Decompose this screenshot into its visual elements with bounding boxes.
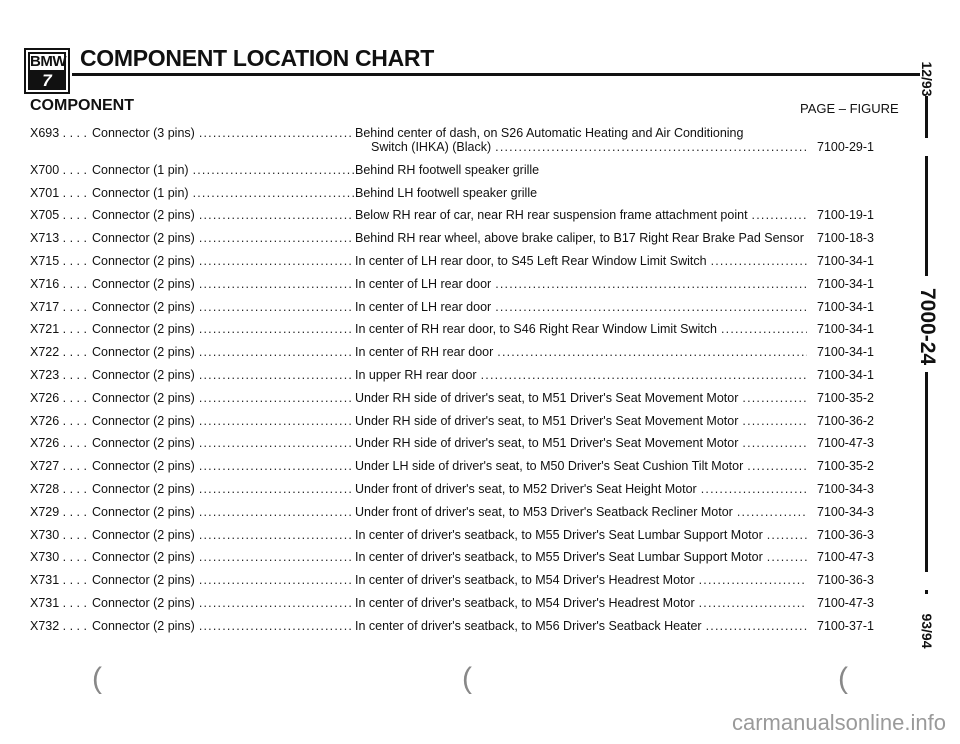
connector-description — [92, 300, 354, 314]
dot-leader — [195, 573, 354, 587]
connector-pins-text: Connector (2 pins) — [92, 322, 195, 337]
connector-description — [92, 573, 354, 587]
location-line — [355, 505, 807, 519]
connector-pins-text: Connector (2 pins) — [92, 276, 195, 291]
location-description — [355, 208, 807, 222]
component-id: X729 . . . . — [30, 504, 87, 519]
location-description — [355, 459, 807, 473]
connector-pins-text: Connector (2 pins) — [92, 231, 195, 246]
component-id: X693 . . . . — [30, 126, 87, 140]
table-row — [30, 300, 890, 323]
dot-leader — [697, 482, 807, 496]
table-row — [30, 254, 890, 277]
component-id: X700 . . . . — [30, 162, 87, 177]
dot-leader — [695, 596, 807, 610]
location-description — [355, 322, 807, 336]
location-text: In center of driver's seatback, to M55 Driver's Seat Lumbar Support Motor — [355, 527, 763, 542]
component-id: X732 . . . . — [30, 618, 87, 633]
dot-leader — [763, 528, 807, 542]
connector-pins-text: Connector (2 pins) — [92, 436, 195, 451]
connector-description — [92, 277, 354, 291]
location-text: Under front of driver's seat, to M52 Driver's Seat Height Motor — [355, 481, 697, 496]
location-description — [355, 345, 807, 359]
location-text: In center of LH rear door, to S45 Left Rear Window Limit Switch — [355, 253, 707, 268]
dot-leader — [195, 436, 354, 450]
component-id: X731 . . . . — [30, 573, 87, 588]
dot-leader — [195, 126, 354, 140]
side-date-label: 12/93 — [919, 61, 935, 97]
page-figure-ref: 7100-34-1 — [817, 322, 874, 337]
location-description — [355, 505, 807, 519]
dot-leader — [195, 459, 354, 473]
component-id: X726 . . . . — [30, 390, 87, 405]
location-line — [355, 126, 807, 140]
location-text: In center of RH rear door — [355, 345, 494, 360]
table-row — [30, 550, 890, 573]
location-line — [355, 459, 807, 473]
location-text: Behind RH rear wheel, above brake caliper, to B17 Right Rear Brake Pad Sensor — [355, 231, 804, 246]
table-row — [30, 186, 890, 209]
page-figure-ref: 7100-18-3 — [817, 231, 874, 246]
connector-description — [92, 436, 354, 450]
connector-pins-text: Connector (2 pins) — [92, 527, 195, 542]
location-text: In center of RH rear door, to S46 Right Rear Window Limit Switch — [355, 322, 717, 337]
dot-leader — [477, 368, 807, 382]
location-description — [355, 300, 807, 314]
dot-leader — [195, 322, 354, 336]
dot-leader — [491, 300, 807, 314]
table-row — [30, 277, 890, 300]
dot-leader — [195, 414, 354, 428]
page-figure-ref: 7100-47-3 — [817, 436, 874, 451]
connector-pins-text: Connector (2 pins) — [92, 481, 195, 496]
page-figure-ref: 7100-47-3 — [817, 550, 874, 565]
dot-leader — [195, 254, 354, 268]
connector-pins-text: Connector (2 pins) — [92, 413, 195, 428]
dot-leader — [493, 345, 807, 359]
connector-pins-text: Connector (1 pin) — [92, 185, 189, 200]
location-description — [355, 573, 807, 587]
dot-leader — [738, 414, 807, 428]
component-id: X721 . . . . — [30, 322, 87, 337]
component-id: X701 . . . . — [30, 185, 87, 200]
dot-leader — [195, 345, 354, 359]
location-line — [355, 254, 807, 268]
connector-description — [92, 368, 354, 382]
connector-pins-text: Connector (2 pins) — [92, 550, 195, 565]
location-description — [355, 368, 807, 382]
connector-pins-text: Connector (2 pins) — [92, 504, 195, 519]
connector-description — [92, 163, 354, 177]
binding-hole-mark: ( — [462, 662, 472, 695]
connector-description — [92, 186, 354, 200]
title-rule — [72, 73, 920, 76]
side-model-years: 93/94 — [919, 613, 935, 649]
page-figure-ref: 7100-47-3 — [817, 595, 874, 610]
component-id: X727 . . . . — [30, 459, 87, 474]
dot-leader — [195, 482, 354, 496]
page-figure-ref: 7100-37-1 — [817, 618, 874, 633]
dot-leader — [738, 436, 807, 450]
page-figure-ref: 7100-19-1 — [817, 208, 874, 223]
component-id: X717 . . . . — [30, 299, 87, 314]
location-line — [355, 414, 807, 428]
dot-leader — [189, 163, 354, 177]
location-line — [355, 391, 807, 405]
dot-leader — [195, 231, 354, 245]
location-description — [355, 414, 807, 428]
page-figure-ref: 7100-36-3 — [817, 527, 874, 542]
dot-leader — [195, 528, 354, 542]
location-text: In center of driver's seatback, to M56 Driver's Seatback Heater — [355, 618, 702, 633]
location-description — [355, 482, 807, 496]
dot-leader — [195, 277, 354, 291]
location-line — [355, 277, 807, 291]
dot-leader — [195, 505, 354, 519]
component-column-header: COMPONENT — [30, 97, 134, 114]
location-text: Behind RH footwell speaker grille — [355, 162, 540, 177]
dot-leader — [195, 596, 354, 610]
page-figure-ref: 7100-34-1 — [817, 276, 874, 291]
location-text: Behind center of dash, on S26 Automatic Heating and Air Conditioning — [355, 126, 744, 140]
location-text: In center of driver's seatback, to M55 Driver's Seat Lumbar Support Motor — [355, 550, 763, 565]
table-row — [30, 322, 890, 345]
connector-description — [92, 482, 354, 496]
location-description — [355, 126, 807, 154]
dot-leader — [717, 322, 807, 336]
dot-leader — [702, 619, 807, 633]
dot-leader — [707, 254, 807, 268]
location-text: Under front of driver's seat, to M53 Driver's Seatback Recliner Motor — [355, 504, 733, 519]
location-line — [355, 619, 807, 633]
location-description — [355, 186, 807, 200]
location-line — [355, 368, 807, 382]
location-text: Under LH side of driver's seat, to M50 Driver's Seat Cushion Tilt Motor — [355, 459, 744, 474]
dot-leader — [195, 550, 354, 564]
location-description — [355, 528, 807, 542]
bmw-logo-text: BMW — [30, 53, 66, 70]
location-text: Under RH side of driver's seat, to M51 Driver's Seat Movement Motor — [355, 413, 739, 428]
connector-pins-text: Connector (2 pins) — [92, 390, 195, 405]
dot-leader — [763, 550, 807, 564]
dot-leader — [733, 505, 807, 519]
page-figure-ref: 7100-35-2 — [817, 459, 874, 474]
page-figure-ref: 7100-34-3 — [817, 481, 874, 496]
location-description — [355, 163, 807, 177]
dot-leader — [738, 391, 807, 405]
location-text: Switch (IHKA) (Black) — [371, 140, 492, 154]
dot-leader — [195, 619, 354, 633]
component-id: X730 . . . . — [30, 550, 87, 565]
table-row — [30, 391, 890, 414]
component-id: X731 . . . . — [30, 595, 87, 610]
location-line — [355, 573, 807, 587]
connector-description — [92, 391, 354, 405]
dot-leader — [189, 186, 354, 200]
dot-leader — [491, 277, 807, 291]
location-line — [355, 345, 807, 359]
location-description — [355, 231, 807, 245]
connector-pins-text: Connector (2 pins) — [92, 573, 195, 588]
connector-description — [92, 254, 354, 268]
component-id: X705 . . . . — [30, 208, 87, 223]
connector-pins-text: Connector (2 pins) — [92, 459, 195, 474]
page-figure-column-header: PAGE – FIGURE — [800, 101, 899, 116]
connector-pins-text: Connector (3 pins) — [92, 126, 195, 140]
connector-description — [92, 505, 354, 519]
table-row — [30, 528, 890, 551]
connector-pins-text: Connector (2 pins) — [92, 345, 195, 360]
component-id: X715 . . . . — [30, 253, 87, 268]
connector-description — [92, 231, 354, 245]
table-row — [30, 459, 890, 482]
component-id: X730 . . . . — [30, 527, 87, 542]
page-figure-ref: 7100-34-1 — [817, 253, 874, 268]
connector-description — [92, 550, 354, 564]
location-line — [355, 596, 807, 610]
dot-leader — [748, 208, 807, 222]
location-description — [355, 391, 807, 405]
page-figure-ref: 7100-35-2 — [817, 390, 874, 405]
page-figure-ref: 7100-34-3 — [817, 504, 874, 519]
dot-leader — [195, 300, 354, 314]
location-description — [355, 436, 807, 450]
dot-leader — [195, 368, 354, 382]
page-figure-ref: 7100-34-1 — [817, 367, 874, 382]
location-text: In center of LH rear door — [355, 276, 492, 291]
location-line — [355, 208, 807, 222]
dot-leader — [743, 459, 807, 473]
table-row — [30, 596, 890, 619]
component-id: X723 . . . . — [30, 367, 87, 382]
component-id: X728 . . . . — [30, 481, 87, 496]
connector-pins-text: Connector (1 pin) — [92, 162, 189, 177]
table-row — [30, 163, 890, 186]
page-figure-ref: 7100-36-3 — [817, 573, 874, 588]
location-line — [355, 436, 807, 450]
table-row — [30, 436, 890, 459]
table-row — [30, 414, 890, 437]
location-text: Behind LH footwell speaker grille — [355, 185, 538, 200]
connector-pins-text: Connector (2 pins) — [92, 595, 195, 610]
table-row — [30, 482, 890, 505]
location-description — [355, 619, 807, 633]
side-rule-upper — [925, 156, 928, 276]
location-line — [355, 231, 807, 245]
location-line — [355, 528, 807, 542]
location-line — [355, 550, 807, 564]
side-rule-bottom — [925, 590, 928, 594]
component-id: X713 . . . . — [30, 231, 87, 246]
connector-pins-text: Connector (2 pins) — [92, 618, 195, 633]
location-text: Under RH side of driver's seat, to M51 Driver's Seat Movement Motor — [355, 436, 739, 451]
connector-pins-text: Connector (2 pins) — [92, 208, 195, 223]
connector-description — [92, 414, 354, 428]
table-row — [30, 505, 890, 528]
binding-hole-mark: ( — [838, 662, 848, 695]
component-id: X716 . . . . — [30, 276, 87, 291]
component-table — [30, 126, 890, 642]
location-description — [355, 596, 807, 610]
location-line — [355, 322, 807, 336]
bmw-7-logo — [24, 48, 70, 94]
side-rule-lower — [925, 372, 928, 572]
connector-pins-text: Connector (2 pins) — [92, 299, 195, 314]
watermark: carmanualsonline.info — [731, 710, 946, 735]
location-description — [355, 550, 807, 564]
dot-leader — [195, 208, 354, 222]
location-text: Below RH rear of car, near RH rear suspension frame attachment point — [355, 208, 748, 223]
table-row — [30, 619, 890, 642]
table-row — [30, 573, 890, 596]
side-rule-top — [925, 96, 928, 138]
side-page-number: 7000-24 — [916, 288, 939, 366]
dot-leader — [695, 573, 807, 587]
location-line — [355, 186, 807, 200]
connector-description — [92, 322, 354, 336]
binding-hole-mark: ( — [92, 662, 102, 695]
location-text: In center of driver's seatback, to M54 Driver's Headrest Motor — [355, 573, 695, 588]
location-text: In upper RH rear door — [355, 367, 477, 382]
table-row — [30, 368, 890, 391]
connector-description — [92, 528, 354, 542]
connector-description — [92, 208, 354, 222]
table-row — [30, 208, 890, 231]
dot-leader — [804, 231, 807, 245]
connector-pins-text: Connector (2 pins) — [92, 253, 195, 268]
connector-description — [92, 345, 354, 359]
connector-pins-text: Connector (2 pins) — [92, 367, 195, 382]
document-title: COMPONENT LOCATION CHART — [80, 45, 434, 71]
series-7-logo-text: 7 — [28, 72, 66, 90]
location-line — [355, 140, 807, 154]
page-figure-ref: 7100-36-2 — [817, 413, 874, 428]
page-figure-ref: 7100-34-1 — [817, 345, 874, 360]
connector-description — [92, 596, 354, 610]
dot-leader — [491, 140, 807, 154]
dot-leader — [195, 391, 354, 405]
page-figure-ref: 7100-29-1 — [817, 140, 874, 154]
connector-description — [92, 126, 354, 140]
location-line — [355, 163, 807, 177]
location-description — [355, 254, 807, 268]
page-figure-ref: 7100-34-1 — [817, 299, 874, 314]
table-row — [30, 231, 890, 254]
component-id: X722 . . . . — [30, 345, 87, 360]
component-id: X726 . . . . — [30, 436, 87, 451]
location-line — [355, 300, 807, 314]
component-id: X726 . . . . — [30, 413, 87, 428]
table-row — [30, 126, 890, 163]
table-row — [30, 345, 890, 368]
location-text: In center of driver's seatback, to M54 Driver's Headrest Motor — [355, 595, 695, 610]
location-text: Under RH side of driver's seat, to M51 Driver's Seat Movement Motor — [355, 390, 739, 405]
connector-description — [92, 619, 354, 633]
location-text: In center of LH rear door — [355, 299, 492, 314]
location-description — [355, 277, 807, 291]
connector-description — [92, 459, 354, 473]
location-line — [355, 482, 807, 496]
